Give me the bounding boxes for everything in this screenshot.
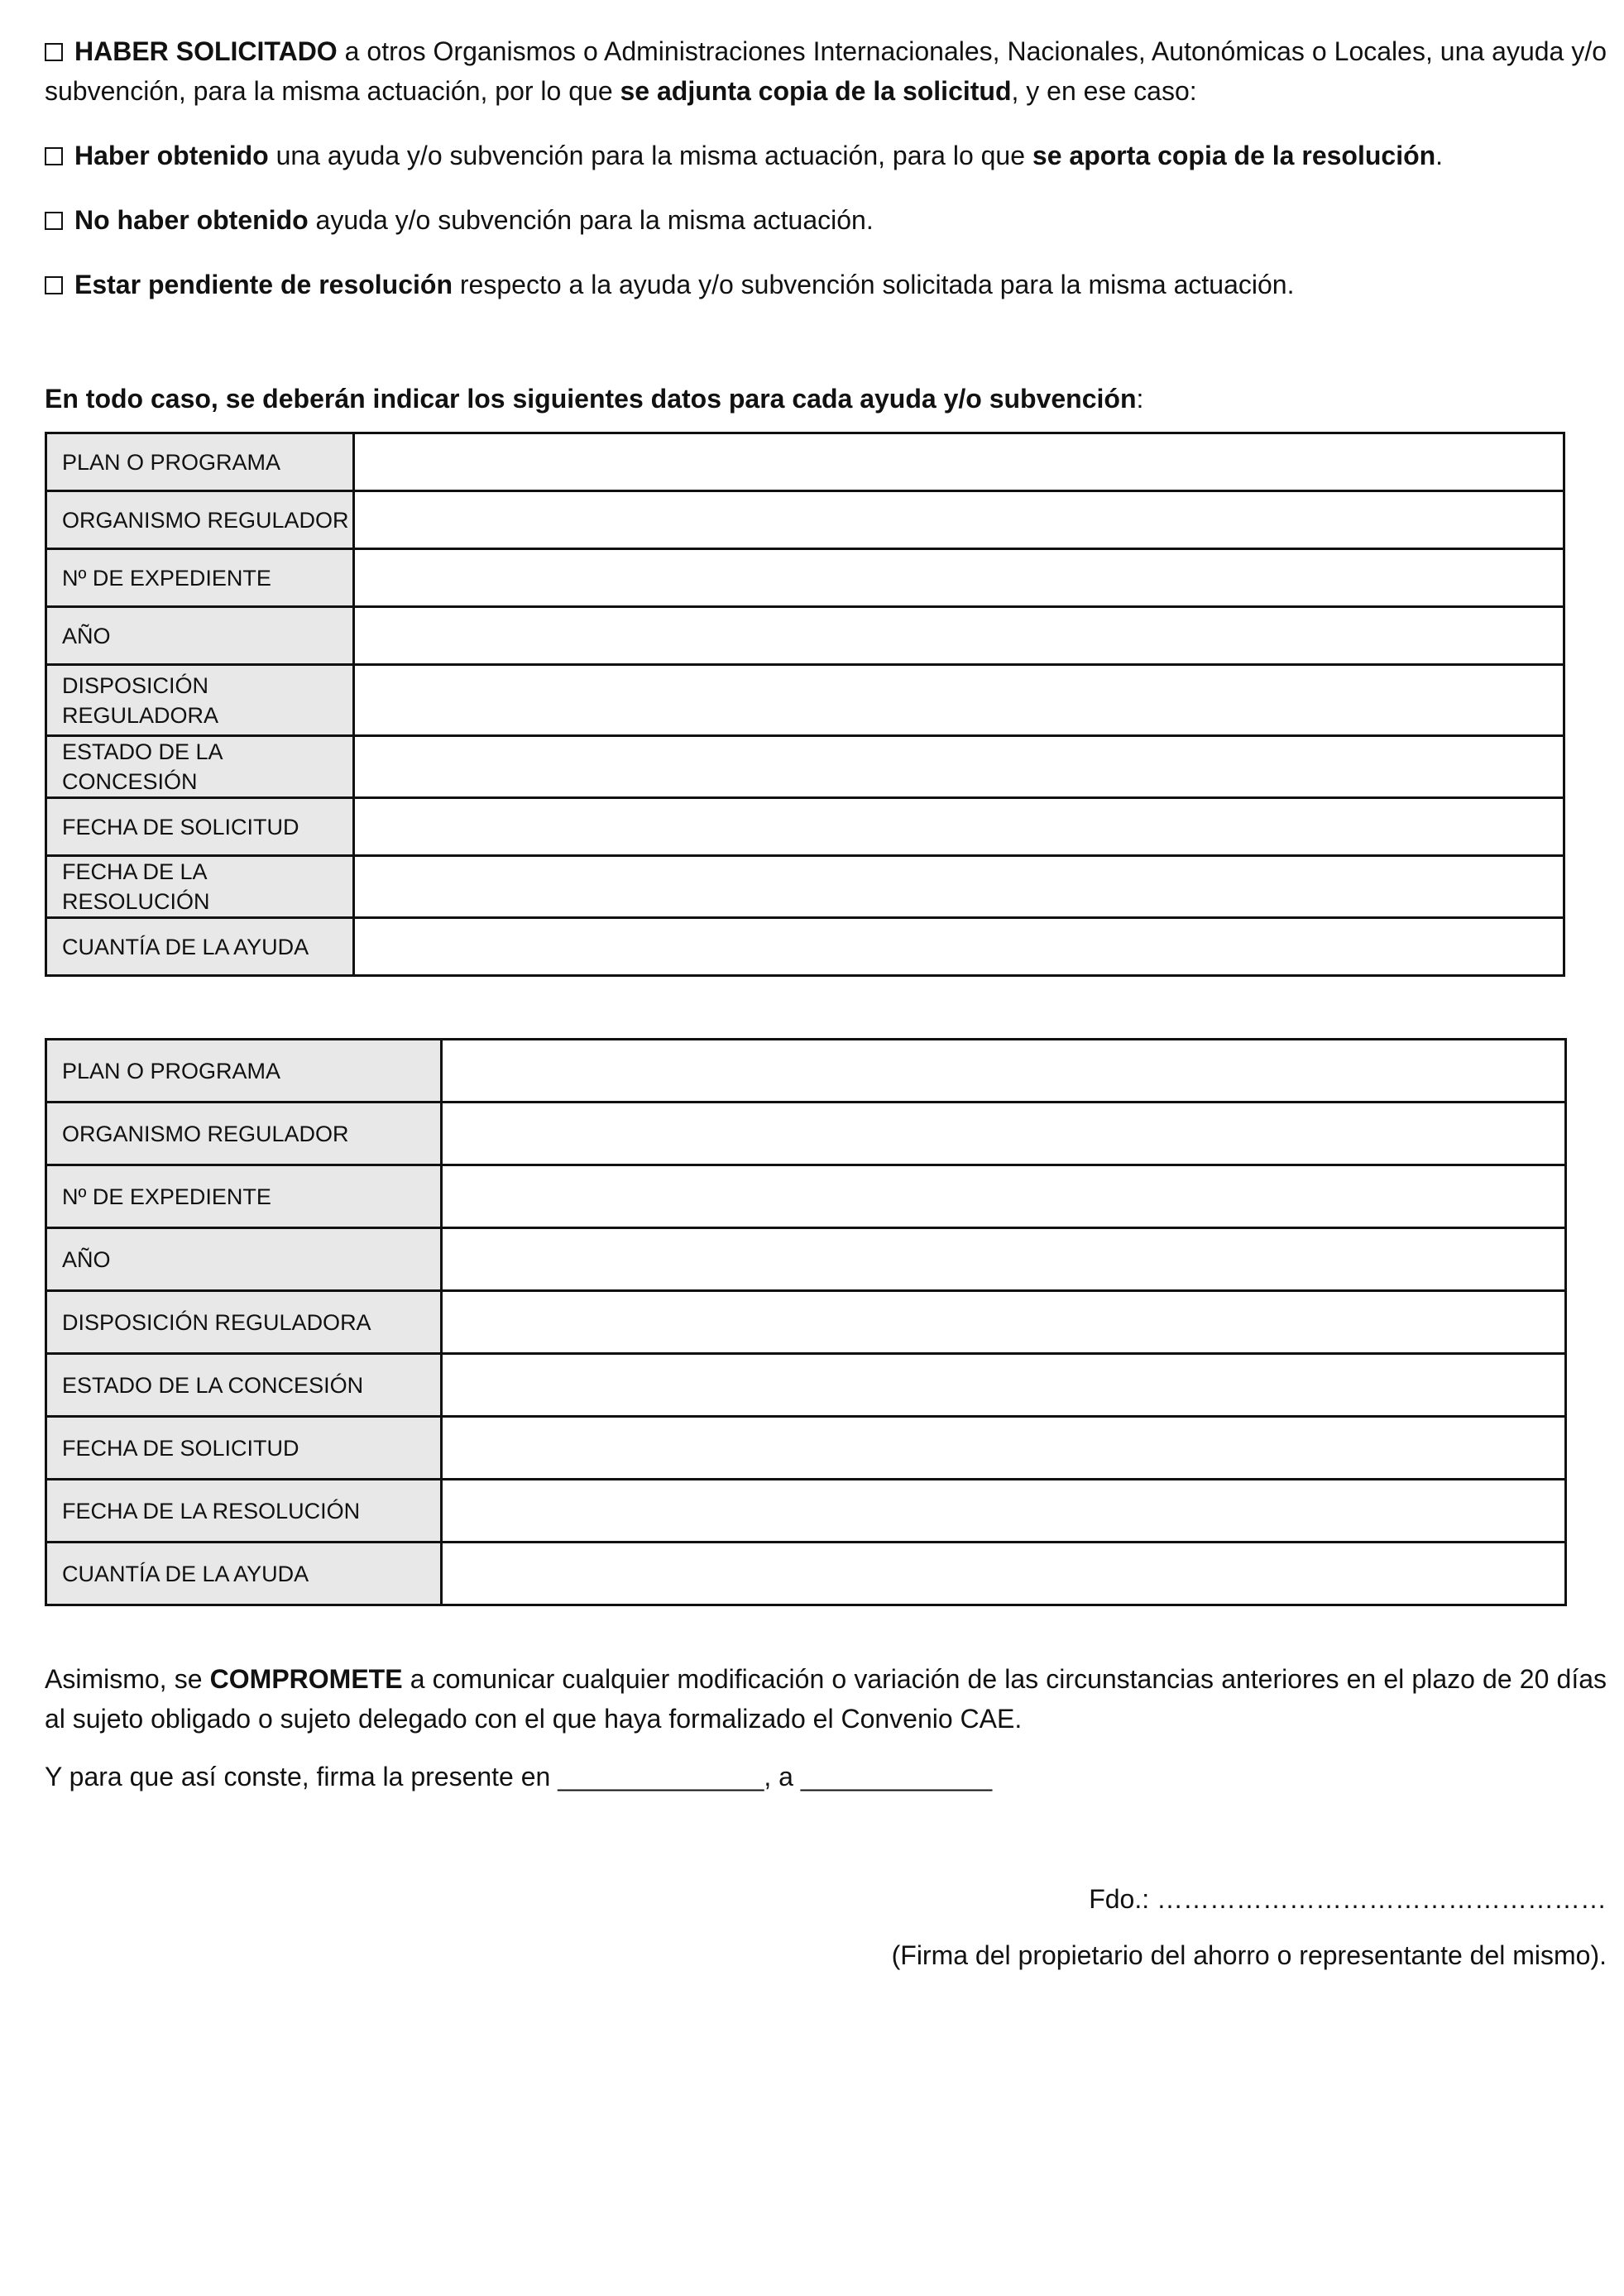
option-bold-copy: se aporta copia de la resolución xyxy=(1032,141,1436,170)
field-anio[interactable] xyxy=(442,1228,1566,1291)
field-fecha-solicitud[interactable] xyxy=(354,798,1564,856)
option-bold: Haber obtenido xyxy=(74,141,269,170)
field-disposicion[interactable] xyxy=(442,1291,1566,1354)
opening-tail: , y en ese caso: xyxy=(1011,76,1197,106)
table-row xyxy=(46,798,1564,856)
option-text: respecto a la ayuda y/o subvención solicitada para la misma actuación. xyxy=(453,270,1295,299)
row-label-cuantia: CUANTÍA DE LA AYUDA xyxy=(46,918,354,976)
table-row xyxy=(46,1165,1566,1228)
table-intro xyxy=(45,379,1607,419)
field-expediente[interactable] xyxy=(442,1165,1566,1228)
commitment-text-rest: a comunicar cualquier modificación o variación de las circunstancias anteriores en el plazo de 20 días al sujeto obligado o sujeto delegado con el que haya formalizado el Convenio CAE. xyxy=(45,1664,1607,1734)
row-label-organismo: ORGANISMO REGULADOR xyxy=(46,1103,442,1165)
field-expediente[interactable] xyxy=(354,549,1564,607)
row-label-fecha-solicitud: FECHA DE SOLICITUD xyxy=(46,1417,442,1480)
document-page xyxy=(45,31,1607,1975)
opening-bold-copy: se adjunta copia de la solicitud xyxy=(620,76,1012,106)
table-row xyxy=(46,491,1564,549)
opening-paragraph xyxy=(45,31,1607,111)
row-label-fecha-resolucion: FECHA DE LA RESOLUCIÓN xyxy=(46,1480,442,1543)
field-cuantia[interactable] xyxy=(354,918,1564,976)
row-label-fecha-resolucion: FECHA DE LA RESOLUCIÓN xyxy=(46,856,354,918)
option-text: ayuda y/o subvención para la misma actuación. xyxy=(308,205,874,235)
field-plan[interactable] xyxy=(354,433,1564,491)
field-plan[interactable] xyxy=(442,1040,1566,1103)
row-label-plan: PLAN O PROGRAMA xyxy=(46,433,354,491)
row-label-expediente: Nº DE EXPEDIENTE xyxy=(46,1165,442,1228)
row-label-organismo: ORGANISMO REGULADOR xyxy=(46,491,354,549)
checkbox-pendiente-resolucion[interactable] xyxy=(45,276,63,294)
table-row xyxy=(46,1543,1566,1605)
option-text: una ayuda y/o subvención para la misma actuación, para lo que xyxy=(268,141,1032,170)
row-label-estado: ESTADO DE LA CONCESIÓN xyxy=(46,736,354,798)
table-row xyxy=(46,549,1564,607)
table-row xyxy=(46,1040,1566,1103)
opening-title: HABER SOLICITADO xyxy=(74,36,338,66)
commitment-text: Asimismo, se xyxy=(45,1664,210,1694)
signature-line[interactable]: Fdo.: …………………………………………… xyxy=(1089,1884,1607,1914)
sign-place-date-line: Y para que así conste, firma la presente en ______________, a _____________ xyxy=(45,1762,993,1791)
table-row xyxy=(46,1103,1566,1165)
field-anio[interactable] xyxy=(354,607,1564,665)
checkbox-no-haber-obtenido[interactable] xyxy=(45,212,63,230)
signature-note: (Firma del propietario del ahorro o representante del mismo). xyxy=(891,1940,1607,1970)
table-row xyxy=(46,607,1564,665)
table-row xyxy=(46,665,1564,736)
table-row xyxy=(46,1417,1566,1480)
option-tail: . xyxy=(1435,141,1444,170)
row-label-estado: ESTADO DE LA CONCESIÓN xyxy=(46,1354,442,1417)
opening-text: a otros Organismos o Administraciones Internacionales, Nacionales, Autonómicas o Locales, una ayuda y/o subvención, para la misma actuación, por lo que xyxy=(45,36,1607,106)
field-estado[interactable] xyxy=(442,1354,1566,1417)
row-label-disposicion: DISPOSICIÓN REGULADORA xyxy=(46,665,354,736)
intro-bold: En todo caso, se deberán indicar los siguientes datos para cada ayuda y/o subvención xyxy=(45,384,1137,414)
table-row xyxy=(46,1228,1566,1291)
table-row xyxy=(46,433,1564,491)
option-bold: Estar pendiente de resolución xyxy=(74,270,453,299)
commitment-paragraph xyxy=(45,1659,1607,1739)
row-label-anio: AÑO xyxy=(46,1228,442,1291)
field-fecha-solicitud[interactable] xyxy=(442,1417,1566,1480)
row-label-cuantia: CUANTÍA DE LA AYUDA xyxy=(46,1543,442,1605)
field-estado[interactable] xyxy=(354,736,1564,798)
row-label-plan: PLAN O PROGRAMA xyxy=(46,1040,442,1103)
table-row xyxy=(46,1291,1566,1354)
checkbox-haber-obtenido[interactable] xyxy=(45,147,63,165)
table-row xyxy=(46,918,1564,976)
option-bold: No haber obtenido xyxy=(74,205,309,235)
subsidy-table-2 xyxy=(45,1038,1567,1606)
intro-tail: : xyxy=(1136,384,1144,414)
subsidy-table-1 xyxy=(45,432,1565,977)
option-no-haber-obtenido xyxy=(45,200,1607,240)
row-label-anio: AÑO xyxy=(46,607,354,665)
option-haber-obtenido xyxy=(45,136,1607,175)
field-cuantia[interactable] xyxy=(442,1543,1566,1605)
field-fecha-resolucion[interactable] xyxy=(354,856,1564,918)
table-row xyxy=(46,1354,1566,1417)
checkbox-haber-solicitado[interactable] xyxy=(45,43,63,61)
commitment-bold: COMPROMETE xyxy=(209,1664,403,1694)
field-fecha-resolucion[interactable] xyxy=(442,1480,1566,1543)
row-label-disposicion: DISPOSICIÓN REGULADORA xyxy=(46,1291,442,1354)
field-organismo[interactable] xyxy=(442,1103,1566,1165)
field-disposicion[interactable] xyxy=(354,665,1564,736)
field-organismo[interactable] xyxy=(354,491,1564,549)
table-row xyxy=(46,1480,1566,1543)
table-row xyxy=(46,736,1564,798)
row-label-expediente: Nº DE EXPEDIENTE xyxy=(46,549,354,607)
option-pendiente-resolucion xyxy=(45,265,1607,304)
row-label-fecha-solicitud: FECHA DE SOLICITUD xyxy=(46,798,354,856)
table-row xyxy=(46,856,1564,918)
